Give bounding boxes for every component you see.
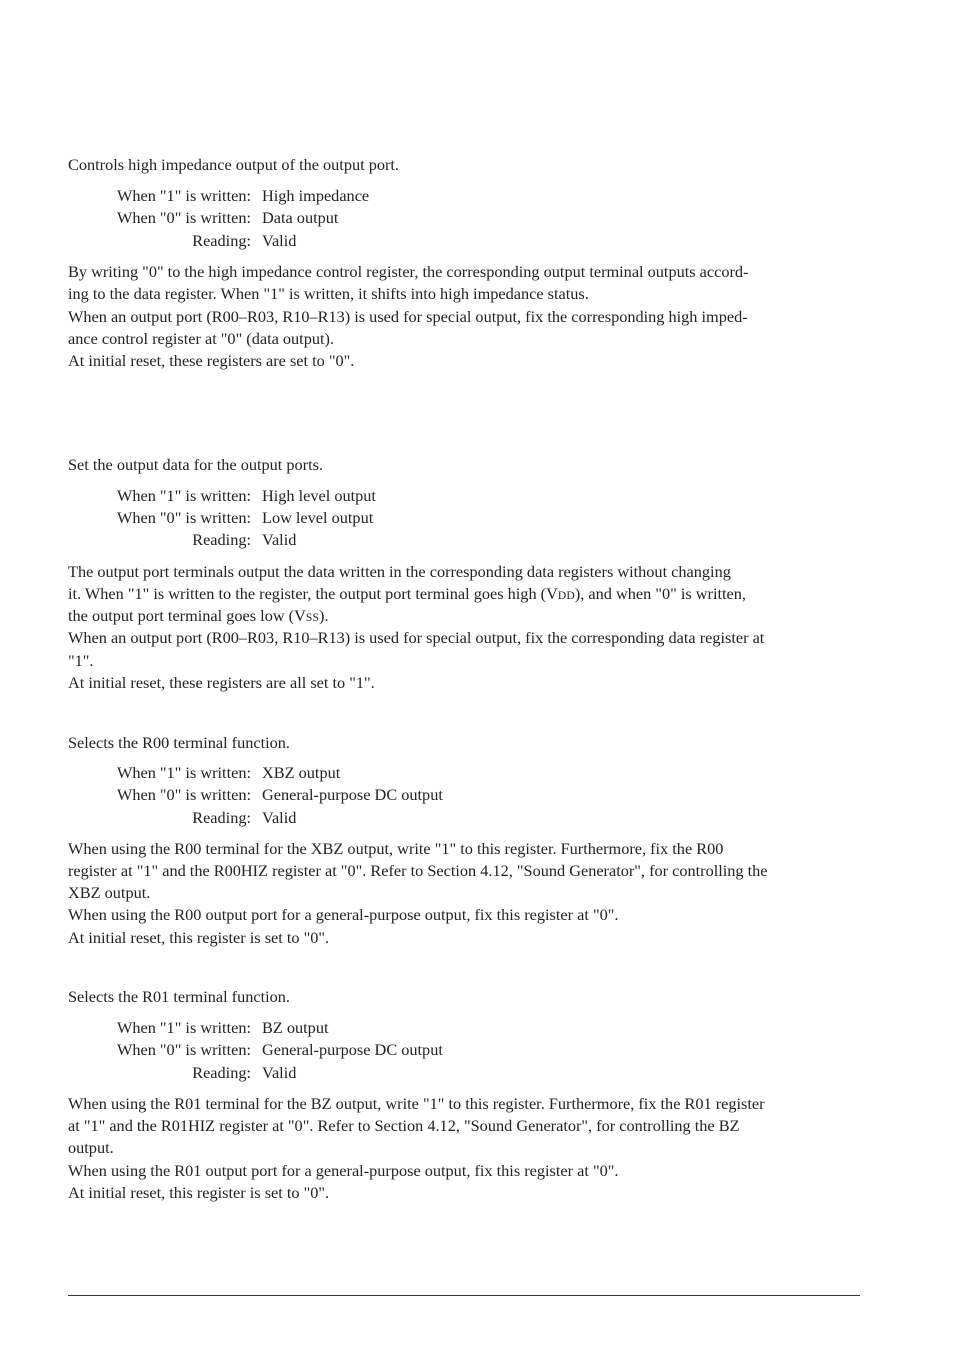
section-intro: Set the output data for the output ports. <box>68 455 324 474</box>
body-text-line: "1". <box>68 651 94 670</box>
option-label: When "0" is written: <box>116 1040 251 1059</box>
body-text-line: ance control register at "0" (data output). <box>68 329 335 348</box>
option-value: Valid <box>262 808 297 827</box>
option-label: When "1" is written: <box>116 486 251 505</box>
footer-divider <box>68 1295 860 1296</box>
option-label: Reading: <box>192 530 251 549</box>
body-text-line: At initial reset, these registers are all set to "1". <box>68 673 375 692</box>
option-label: When "0" is written: <box>116 785 251 804</box>
option-label: When "0" is written: <box>116 208 251 227</box>
option-label: When "1" is written: <box>116 763 251 782</box>
text-segment: it. When "1" is written to the register, the output port terminal goes high (V <box>68 584 558 603</box>
body-text-line: XBZ output. <box>68 883 151 902</box>
option-label: When "1" is written: <box>116 1018 251 1037</box>
body-text-line <box>68 605 329 629</box>
body-text-line: register at "1" and the R00HIZ register at "0". Refer to Section 4.12, "Sound Generator", for controlling the <box>68 861 768 880</box>
body-text-line: at "1" and the R01HIZ register at "0". Refer to Section 4.12, "Sound Generator", for controlling the BZ <box>68 1116 740 1135</box>
option-label: Reading: <box>192 808 251 827</box>
section-intro: Selects the R00 terminal function. <box>68 733 291 752</box>
option-value: Valid <box>262 1063 297 1082</box>
body-text-line: The output port terminals output the data written in the corresponding data registers without changing <box>68 562 731 581</box>
vss-subscript: SS <box>305 612 320 624</box>
body-text-line: At initial reset, this register is set to "0". <box>68 1183 330 1202</box>
text-segment: ). <box>319 606 329 625</box>
section-intro: Selects the R01 terminal function. <box>68 987 291 1006</box>
section-intro: Controls high impedance output of the output port. <box>68 155 400 174</box>
body-text-line <box>68 583 746 607</box>
option-value: General-purpose DC output <box>262 785 443 804</box>
option-label: Reading: <box>192 231 251 250</box>
body-text-line: At initial reset, this register is set to "0". <box>68 928 330 947</box>
option-label: When "1" is written: <box>116 186 251 205</box>
option-label: Reading: <box>192 1063 251 1082</box>
body-text-line: output. <box>68 1138 114 1157</box>
option-label: When "0" is written: <box>116 508 251 527</box>
option-value: High impedance <box>262 186 370 205</box>
body-text-line: When using the R01 terminal for the BZ output, write "1" to this register. Furthermore, fix the R01 register <box>68 1094 765 1113</box>
body-text-line: When an output port (R00–R03, R10–R13) is used for special output, fix the corresponding data register at <box>68 628 765 647</box>
body-text-line: When using the R00 terminal for the XBZ output, write "1" to this register. Furthermore, fix the R00 <box>68 839 724 858</box>
text-segment: the output port terminal goes low (V <box>68 606 306 625</box>
option-value: High level output <box>262 486 376 505</box>
option-value: Valid <box>262 231 297 250</box>
body-text-line: When using the R00 output port for a general-purpose output, fix this register at "0". <box>68 905 619 924</box>
vdd-subscript: DD <box>557 590 575 602</box>
option-value: BZ output <box>262 1018 329 1037</box>
option-value: Data output <box>262 208 339 227</box>
option-value: General-purpose DC output <box>262 1040 443 1059</box>
body-text-line: ing to the data register. When "1" is written, it shifts into high impedance status. <box>68 284 589 303</box>
body-text-line: At initial reset, these registers are set to "0". <box>68 351 355 370</box>
option-value: Valid <box>262 530 297 549</box>
body-text-line: When using the R01 output port for a general-purpose output, fix this register at "0". <box>68 1161 619 1180</box>
body-text-line: By writing "0" to the high impedance control register, the corresponding output terminal outputs accord- <box>68 262 749 281</box>
option-value: Low level output <box>262 508 374 527</box>
text-segment: ), and when "0" is written, <box>574 584 746 603</box>
option-value: XBZ output <box>262 763 341 782</box>
body-text-line: When an output port (R00–R03, R10–R13) is used for special output, fix the corresponding high imped- <box>68 307 748 326</box>
